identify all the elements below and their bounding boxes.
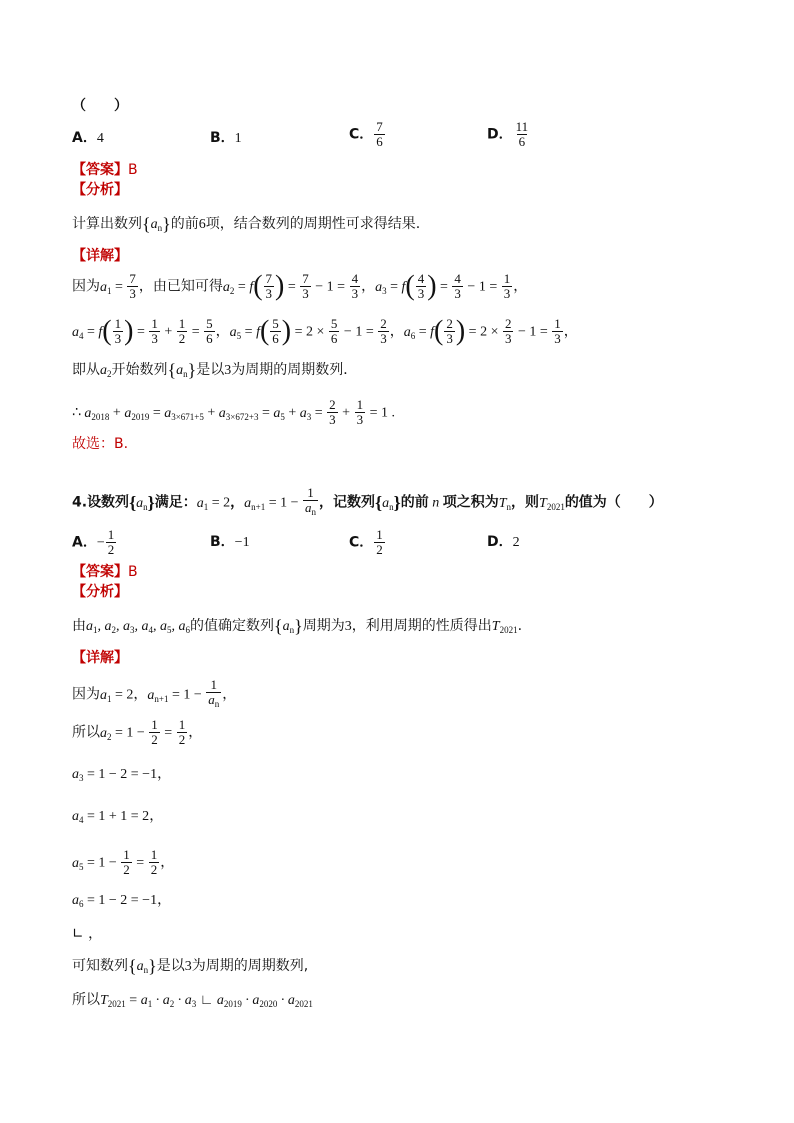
q4-known-period: 可知数列$\{a_n\}$是以3为周期的周期数列, xyxy=(72,956,309,976)
q4-detail-because: 因为$a_1 = 2$，$a_{n+1} = 1$ − $\frac{1}{a_n}$ ， xyxy=(72,677,237,709)
option-c: C． $\frac{7}{6}$ xyxy=(349,119,383,149)
q4-option-a: A．− $\frac{1}{2}$ xyxy=(72,527,115,557)
q4-detail-a3: $a_3 = 1 - 2 = -1$， xyxy=(72,766,172,783)
q4-analysis-text: 由$a_1$, $a_2$, $a_3$, $a_4$, $a_5$, $a_6$的值确定数列$\{a_n\}$周期为3，利用周期的性质得出$T_{2021}$. xyxy=(72,616,523,636)
q4-detail-label: 【详解】 xyxy=(72,650,128,666)
q4-detail-a2: 所以$a_2 = 1$ − $\frac{1}{2}$ = $\frac{1}{2}$ ， xyxy=(72,717,203,747)
q4-analysis-label: 【分析】 xyxy=(72,584,128,600)
q4-detail-a6: $a_6 = 1 - 2 = -1$， xyxy=(72,892,172,909)
analysis-label: 【分析】 xyxy=(72,182,128,198)
q4-detail-a4: $a_4 = 1 + 1 = 2$， xyxy=(72,808,164,825)
analysis-text: 计算出数列$\{a_n\}$的前6项，结合数列的周期性可求得结果. xyxy=(72,214,421,234)
period-statement: 即从$a_2$开始数列$\{a_n\}$是以3为周期的周期数列． xyxy=(72,360,358,380)
q4-ellipsis: ∟ ， xyxy=(72,926,103,942)
therefore-line: ∴ $a_{2018} + a_{2019} = a_{3\times 671+5} + a_{3\times 672+3} = a_5 + a_3$ = $\frac{2}{3}$ + $\frac{1}{3}$ = 1 . xyxy=(72,397,395,427)
detail-label: 【详解】 xyxy=(72,248,128,264)
option-d: D． $\frac{11}{6}$ xyxy=(487,119,529,149)
option-a: A．4 xyxy=(72,130,104,146)
answer-bracket: （ ） xyxy=(72,98,128,114)
q4-detail-a5: $a_5 = 1$ − $\frac{1}{2}$ = $\frac{1}{2}$ ， xyxy=(72,847,175,877)
answer-line: 【答案】B xyxy=(72,162,138,178)
q4-option-d: D．2 xyxy=(487,534,520,550)
q4-answer-line: 【答案】B xyxy=(72,564,138,580)
question-4-stem: 4.设数列$\{a_n\}$满足：$a_1 = 2$，$a_{n+1} = 1$ − $\frac{1}{a_n}$ ，记数列$\{a_n\}$的前 n 项之积为$T_n$，则$T_{2021}$的值为（ ） xyxy=(72,485,663,517)
q4-option-c: C． $\frac{1}{2}$ xyxy=(349,527,383,557)
option-b: B．1 xyxy=(210,130,242,146)
detail-line-2: $a_4 = f$( $\frac{1}{3}$ ) = $\frac{1}{3}$ + $\frac{1}{2}$ = $\frac{5}{6}$ ，$a_5 = f$( $\frac{5}{6}$ ) = 2 × $\frac{5}{6}$ − 1 = $\frac{2}{3}$ ，$a_6 = f$( $\frac{2}{3}$ ) = 2 × $\frac{2}{3}$ − 1 = $\frac{1}{3}$ ， xyxy=(72,315,578,347)
choice-line: 故选：B. xyxy=(72,436,129,452)
q4-option-b: B．−1 xyxy=(210,534,250,550)
q4-final-product: 所以$T_{2021} = a_1 \cdot a_2 \cdot a_3$ ∟ $a_{2019} \cdot a_{2020} \cdot a_{2021}$ xyxy=(72,992,313,1009)
detail-line-1: 因为$a_1$ = $\frac{7}{3}$ ，由已知可得$a_2 = f$( $\frac{7}{3}$ ) = $\frac{7}{3}$ − 1 = $\frac{4}{3}$ ，$a_3 = f$( $\frac{4}{3}$ ) = $\frac{4}{3}$ − 1 = $\frac{1}{3}$ ， xyxy=(72,270,528,302)
